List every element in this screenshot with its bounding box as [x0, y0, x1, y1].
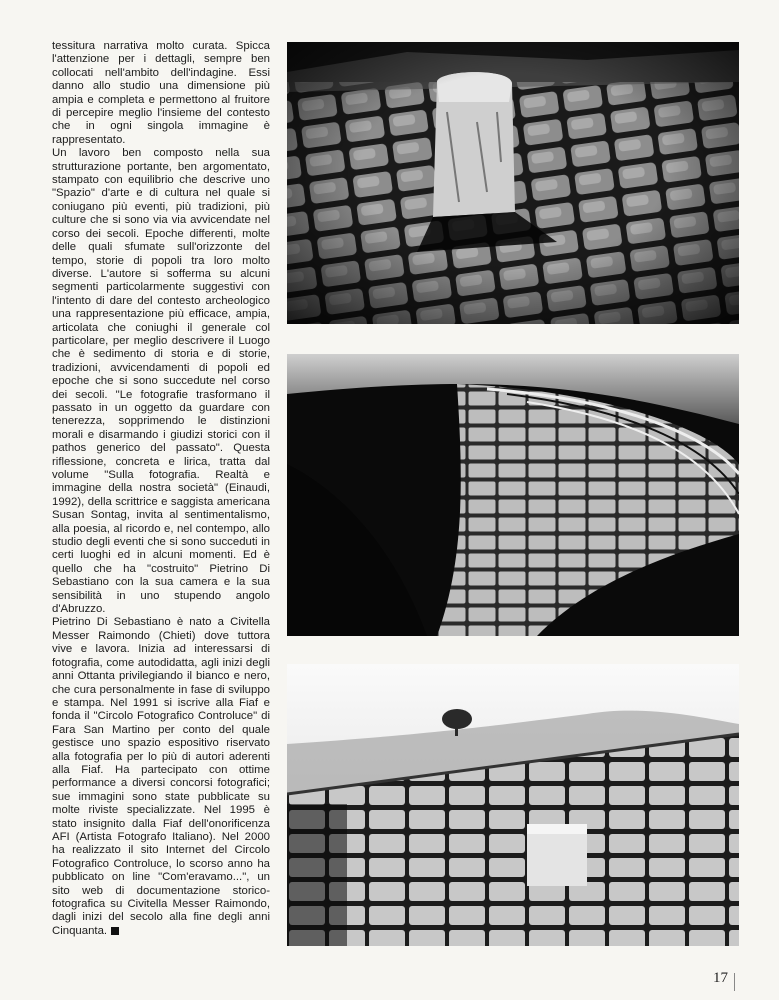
article-paragraph-3-text: Pietrino Di Sebastiano è nato a Civitella Messer Raimondo (Chieti) dove tuttora vive e lavora. Inizia ad interessarsi di fotografia, come autodidatta, agli inizi degli anni Ottanta privilegiando il bianco e nero, che cura personalmente in fase di sviluppo e stampa. Nel 1991 si iscrive alla Fiaf e fonda il "Circolo Fotografico Controluce" di Fara San Martino per conto del quale gestisce uno spazio espositivo riservato alla fotografia per lo più di autori aderenti alla Fiaf. Ha partecipato con ottime performance a diversi concorsi fotografici; sue immagini sono state pubblicate su molte riviste specializzate. Nel 1995 è stato insignito dalla Fiaf dell'onorificenza AFI (Artista Fotografo Italiano). Nel 2000 ha realizzato il sito Internet del Circolo Fotografico Controluce, lo scorso anno ha pubblicato on line "Com'eravamo...", un sito web di documentazione storico-fotografica su Civitella Messer Raimondo, dagli inizi del secolo alla fine degli anni Cinquanta.	[52, 616, 270, 937]
photo-curved-amphitheatre-steps	[287, 354, 739, 636]
article-paragraph-2: Un lavoro ben composto nella sua strutturazione portante, ben argomentato, stampato con equilibrio che descrive uno "Spazio" d'arte e di cultura nel quale si coniugano più eventi, più tradizioni, più culture che si sono via via avvicendate nel corso dei secoli. Epoche differenti, molte delle quali sfumate sull'orizzonte del tempo, storie di popoli tra loro molto diverse. L'autore si sofferma su alcuni segmenti particolarmente suggestivi con l'intento di dare del contesto archeologico una rappresentazione più efficace, ampia, articolata che coniughi il generale col particolare, per meglio descrivere il Luogo che è sedimento di storia e di storie, tradizioni, avvicendamenti di popoli ed epoche che si sono succedute nel corso dei secoli. "Le fotografie trasformano il passato in un oggetto da guardare con tenerezza, sopprimendo le distinzioni morali e disarmando i giudizi storici con il pathos generico del passato". Questa riflessione, concreta e lirica, tratta dal volume "Sulla fotografia. Realtà e immagine della nostra società" (Einaudi, 1992), della scrittrice e saggista americana Susan Sontag, invita al sentimentalismo, alla poesia, al ricordo e, nel contempo, allo studio degli eventi che si sono succeduti in certi luoghi ed in alcuni momenti. Ed è quello che ha "costruito" Pietrino Di Sebastiano con la sua camera e la sua sensibilità in uno stupendo angolo d'Abruzzo.	[52, 147, 270, 616]
photo-ancient-road-with-tree	[287, 664, 739, 946]
article-text-column	[52, 40, 270, 955]
article-paragraph-3	[52, 616, 270, 938]
page-number: 17	[713, 970, 728, 986]
end-of-article-mark	[111, 927, 119, 935]
article-paragraph-1: tessitura narrativa molto curata. Spicca l'attenzione per i dettagli, sempre ben collocati nell'ambito dell'indagine. Essi danno allo studio una dimensione più ampia e completa e permettono al fruitore di percepire meglio l'insieme del contesto che in ogni singola immagine è rappresentato.	[52, 40, 270, 146]
margin-tick	[734, 973, 735, 991]
photo-stone-pedestal-on-paving	[287, 42, 739, 324]
